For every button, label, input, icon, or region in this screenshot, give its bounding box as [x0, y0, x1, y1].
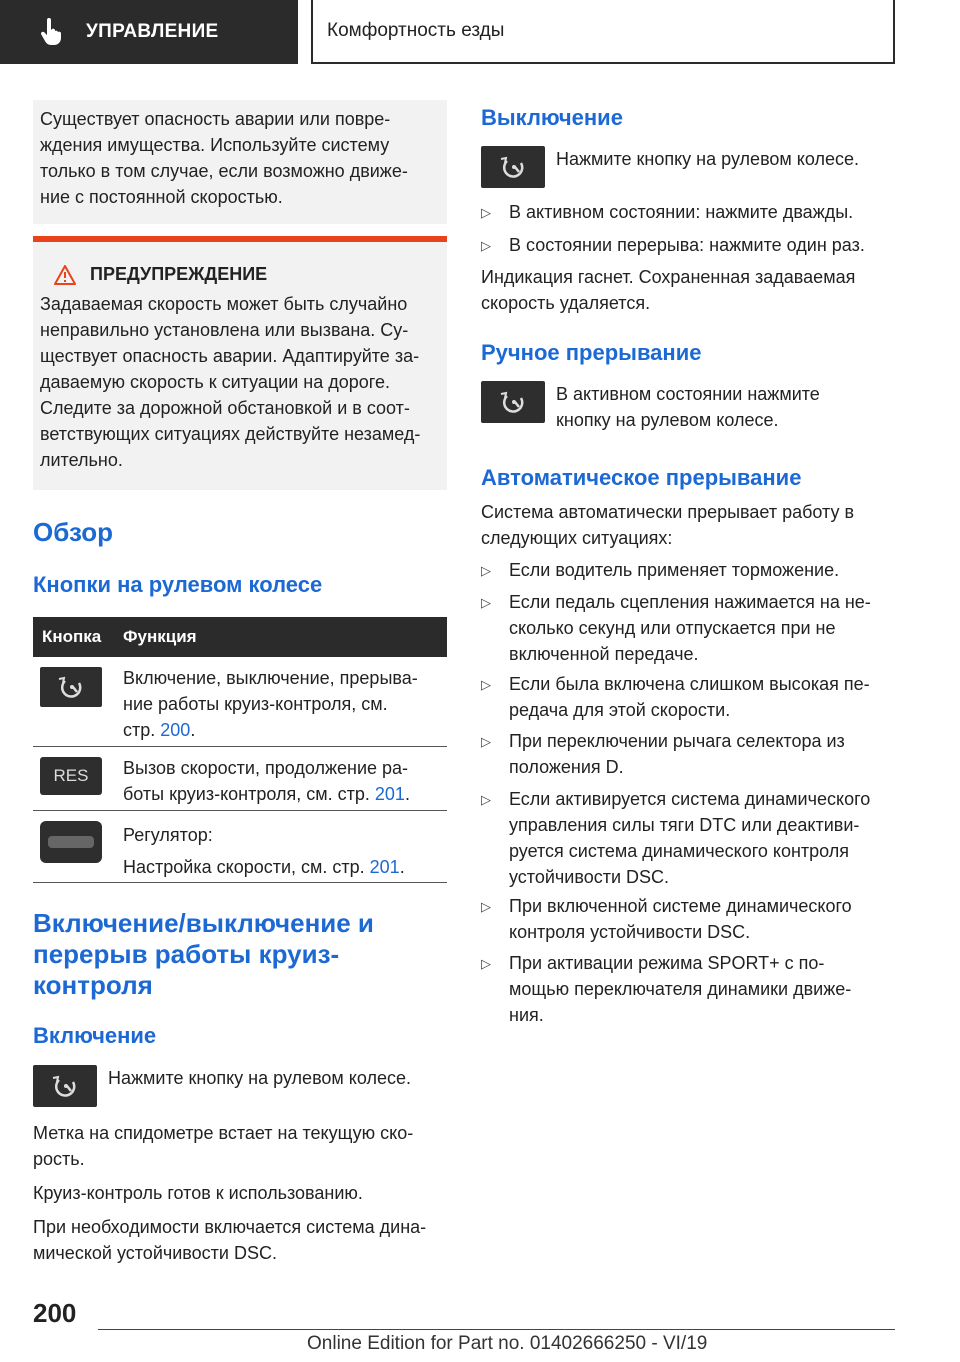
- note-line: Существует опасность аварии или повре‐: [40, 109, 391, 129]
- cruise-control-button-icon: [481, 381, 545, 423]
- footer-edition: Online Edition for Part no. 01402666250 - VI/19: [307, 1333, 708, 1354]
- off-title: Выключение: [481, 105, 623, 130]
- note-line: ние с постоянной скоростью.: [40, 187, 283, 207]
- on-paragraphs: Метка на спидометре встает на текущую ско‐ рость. Круиз-контроль готов к использованию. При необходимости включается система дина‐ мической устойчивости DSC.: [33, 1123, 427, 1263]
- rocker-switch-icon: [40, 821, 102, 863]
- warning-line: Следите за дорожной обстановкой и в соот‐: [40, 398, 410, 418]
- list-item: ▷ Если педаль сцепления нажимается на не‐ сколько секунд или отпускается при не включенной передаче.: [481, 589, 895, 667]
- function-text: Включение, выключение, прерыва‐: [123, 668, 418, 688]
- manual-instruction: В активном состоянии нажмите кнопку на рулевом колесе.: [481, 381, 820, 433]
- overview-title: Обзор: [33, 517, 113, 547]
- table-row: RES Вызов скорости, продолжение ра‐ боты круиз-контроля, см. стр. 201.: [33, 747, 447, 811]
- function-text: Регулятор:: [123, 825, 213, 845]
- note-line: только в том случае, если возможно движе‐: [40, 161, 408, 181]
- chapter-tab: [311, 0, 895, 64]
- manual-title: Ручное прерывание: [481, 340, 702, 365]
- on-instruction: Нажмите кнопку на рулевом колесе.: [33, 1065, 411, 1107]
- warning-title: ПРЕДУПРЕЖДЕНИЕ: [90, 264, 268, 284]
- list-item: ▷ При переключении рычага селектора из положения D.: [481, 728, 895, 780]
- warning-line: Задаваемая скорость может быть случайно: [40, 294, 408, 314]
- warning-box: [33, 236, 447, 490]
- cruise-control-button-icon: [481, 146, 545, 188]
- cruise-control-button-icon: [33, 1065, 97, 1107]
- warning-line: даваемую скорость к ситуации на дороге.: [40, 372, 390, 392]
- warning-header: [40, 264, 439, 285]
- list-item: ▷ Если активируется система динамического управления силы тяги DTC или деактиви‐ руется система динамического контроля устойчивости DSC.: [481, 786, 895, 890]
- function-text: Вызов скорости, продолжение ра‐: [123, 758, 409, 778]
- triangle-right-bullet-icon: ▷: [481, 205, 491, 220]
- page-ref-link[interactable]: 200: [160, 720, 191, 740]
- cruise-control-button-icon: [40, 667, 102, 707]
- list-item: ▷ В состоянии перерыва: нажмите один раз.: [481, 232, 895, 259]
- page-ref-link[interactable]: 201: [369, 857, 400, 877]
- triangle-right-bullet-icon: ▷: [481, 956, 491, 971]
- auto-intro: Система автоматически прерывает работу в следующих ситуациях:: [481, 502, 855, 548]
- note-line: ждения имущества. Используйте систему: [40, 135, 390, 155]
- list-item: ▷ При включенной системе динамического контроля устойчивости DSC.: [481, 893, 895, 945]
- chapter-title: Комфортность езды: [327, 20, 505, 41]
- warning-line: ществует опасность аварии. Адаптируйте за‐: [40, 346, 420, 366]
- list-item: ▷ В активном состоянии: нажмите дважды.: [481, 199, 895, 226]
- col-function-header: Функция: [123, 627, 197, 646]
- page-number: 200: [33, 1298, 77, 1328]
- onoff-title: Включение/выключение и перерыв работы круиз- контроля: [33, 908, 374, 1000]
- table-row: Регулятор: Настройка скорости, см. стр. 201.: [33, 811, 447, 883]
- auto-title: Автоматическое прерывание: [481, 465, 802, 490]
- triangle-right-bullet-icon: ▷: [481, 792, 491, 807]
- triangle-right-bullet-icon: ▷: [481, 238, 491, 253]
- list-item: ▷ Если была включена слишком высокая пе‐ редача для этой скорости.: [481, 671, 895, 723]
- triangle-right-bullet-icon: ▷: [481, 734, 491, 749]
- page-ref-link[interactable]: 201: [374, 784, 405, 804]
- off-instruction: Нажмите кнопку на рулевом колесе.: [481, 146, 859, 188]
- triangle-right-bullet-icon: ▷: [481, 595, 491, 610]
- overview-subtitle: Кнопки на рулевом колесе: [33, 572, 323, 597]
- note-box: [33, 100, 447, 224]
- footer-divider: [98, 1329, 895, 1330]
- off-paragraph: Индикация гаснет. Сохраненная задаваемая скорость удаляется.: [481, 267, 856, 313]
- warning-line: ветствующих ситуациях действуйте незамед‐: [40, 424, 421, 444]
- on-title: Включение: [33, 1023, 157, 1048]
- list-item: ▷ При активации режима SPORT+ с по‐ мощью переключателя динамики движе‐ ния.: [481, 950, 895, 1028]
- triangle-right-bullet-icon: ▷: [481, 899, 491, 914]
- res-button-icon: RES: [40, 757, 102, 795]
- table-row: Включение, выключение, прерыва‐ ние работы круиз-контроля, см. стр. 200.: [33, 657, 447, 747]
- triangle-right-bullet-icon: ▷: [481, 563, 491, 578]
- section-title: УПРАВЛЕНИЕ: [86, 21, 219, 42]
- hand-pointer-icon: [36, 17, 66, 47]
- function-text: ние работы круиз-контроля, см.: [123, 694, 388, 714]
- col-button-header: Кнопка: [42, 627, 102, 646]
- section-tab: [0, 0, 298, 64]
- buttons-table: [33, 617, 447, 883]
- triangle-right-bullet-icon: ▷: [481, 677, 491, 692]
- table-header: [33, 617, 447, 657]
- warning-line: неправильно установлена или вызвана. Су‐: [40, 320, 409, 340]
- warning-line: лительно.: [40, 450, 123, 470]
- list-item: ▷ Если водитель применяет торможение.: [481, 557, 895, 584]
- warning-triangle-icon: [54, 265, 76, 285]
